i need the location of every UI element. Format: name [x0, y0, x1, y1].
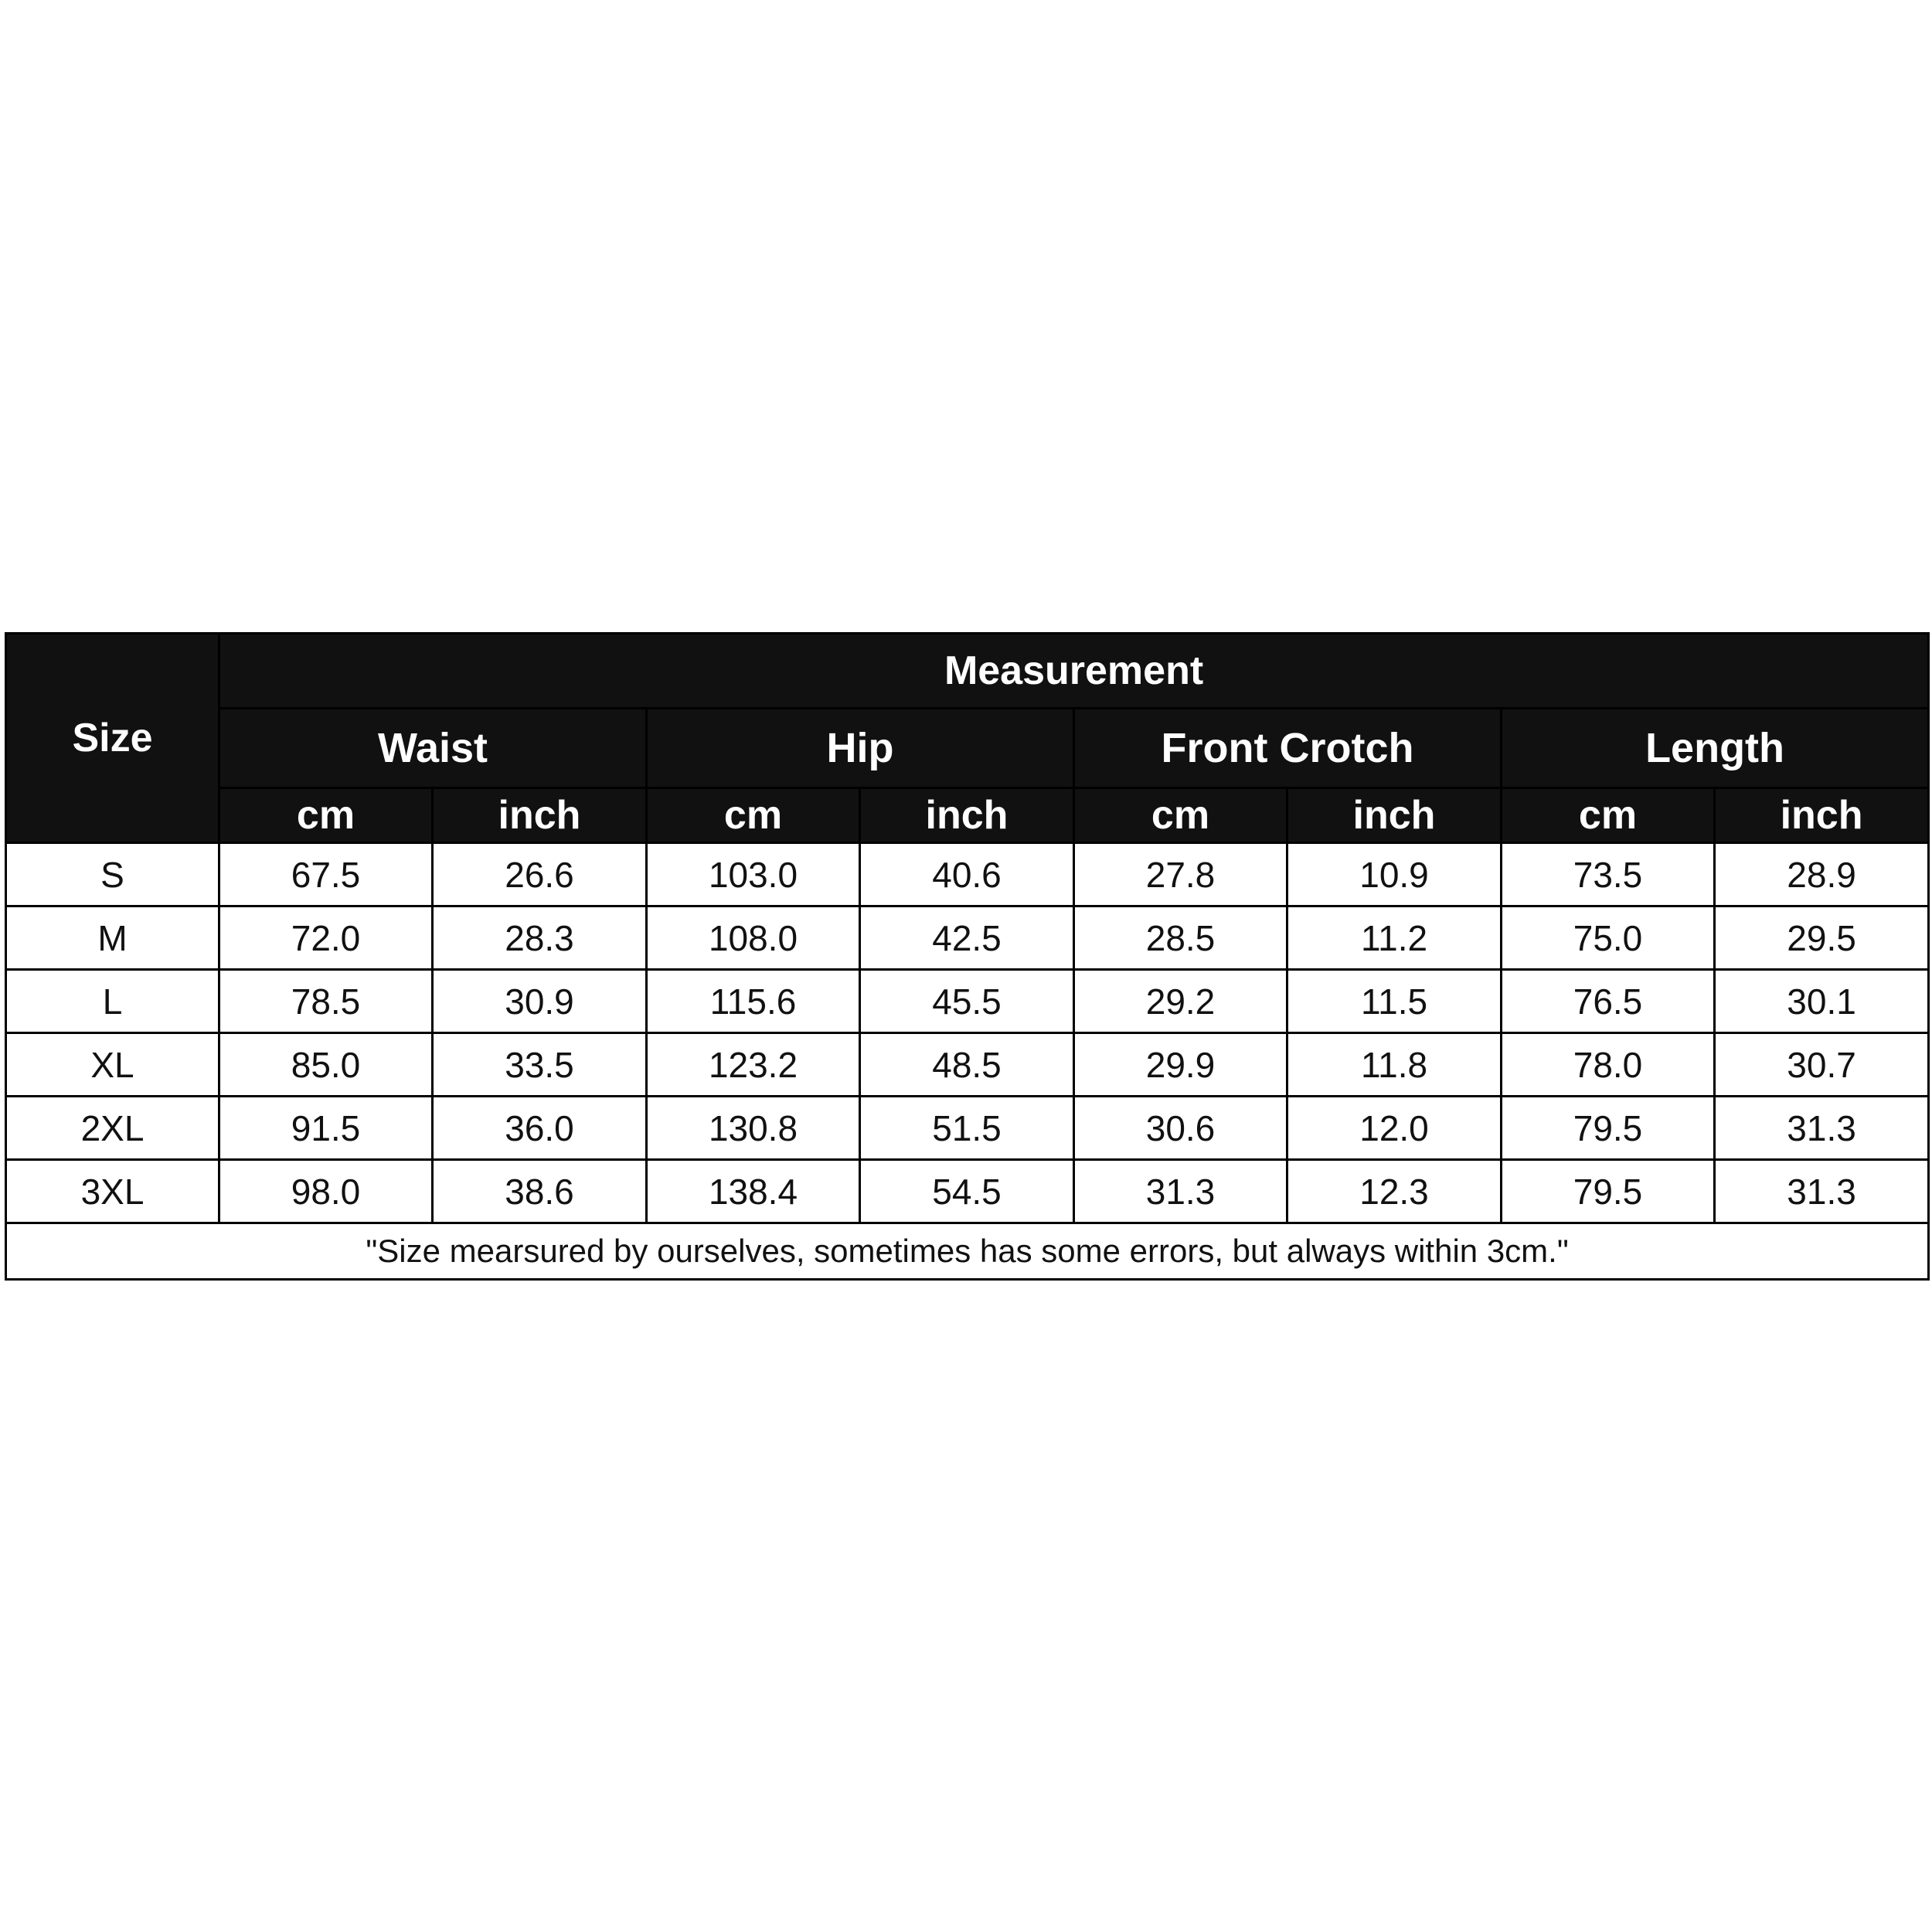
value-cell: 123.2	[647, 1033, 860, 1097]
value-cell: 42.5	[860, 906, 1074, 970]
value-cell: 30.1	[1715, 970, 1929, 1033]
size-cell: L	[6, 970, 219, 1033]
group-header-front-crotch: Front Crotch	[1074, 709, 1502, 788]
size-chart-table	[5, 632, 1930, 1281]
unit-header: inch	[860, 788, 1074, 843]
size-cell: M	[6, 906, 219, 970]
table-row	[6, 970, 1929, 1033]
value-cell: 98.0	[219, 1160, 433, 1223]
group-header-waist: Waist	[219, 709, 647, 788]
unit-header: inch	[433, 788, 647, 843]
size-cell: S	[6, 843, 219, 906]
value-cell: 27.8	[1074, 843, 1287, 906]
value-cell: 11.8	[1287, 1033, 1502, 1097]
size-cell: 2XL	[6, 1097, 219, 1160]
size-cell: 3XL	[6, 1160, 219, 1223]
value-cell: 11.2	[1287, 906, 1502, 970]
unit-header: cm	[647, 788, 860, 843]
table-row	[6, 843, 1929, 906]
group-header-hip: Hip	[647, 709, 1074, 788]
table-row	[6, 1097, 1929, 1160]
value-cell: 45.5	[860, 970, 1074, 1033]
value-cell: 12.0	[1287, 1097, 1502, 1160]
table-row	[6, 906, 1929, 970]
value-cell: 26.6	[433, 843, 647, 906]
value-cell: 138.4	[647, 1160, 860, 1223]
value-cell: 48.5	[860, 1033, 1074, 1097]
value-cell: 12.3	[1287, 1160, 1502, 1223]
value-cell: 31.3	[1715, 1160, 1929, 1223]
value-cell: 85.0	[219, 1033, 433, 1097]
value-cell: 30.9	[433, 970, 647, 1033]
value-cell: 33.5	[433, 1033, 647, 1097]
value-cell: 31.3	[1074, 1160, 1287, 1223]
header-row-units	[6, 788, 1929, 843]
header-row-title	[6, 634, 1929, 709]
value-cell: 29.9	[1074, 1033, 1287, 1097]
value-cell: 76.5	[1502, 970, 1715, 1033]
value-cell: 79.5	[1502, 1160, 1715, 1223]
note-row	[6, 1223, 1929, 1280]
value-cell: 54.5	[860, 1160, 1074, 1223]
value-cell: 72.0	[219, 906, 433, 970]
value-cell: 38.6	[433, 1160, 647, 1223]
value-cell: 29.2	[1074, 970, 1287, 1033]
value-cell: 91.5	[219, 1097, 433, 1160]
value-cell: 78.0	[1502, 1033, 1715, 1097]
size-cell: XL	[6, 1033, 219, 1097]
value-cell: 103.0	[647, 843, 860, 906]
value-cell: 108.0	[647, 906, 860, 970]
value-cell: 28.9	[1715, 843, 1929, 906]
value-cell: 36.0	[433, 1097, 647, 1160]
measurement-title: Measurement	[219, 634, 1929, 709]
value-cell: 11.5	[1287, 970, 1502, 1033]
value-cell: 78.5	[219, 970, 433, 1033]
value-cell: 30.7	[1715, 1033, 1929, 1097]
measurement-note: "Size mearsured by ourselves, sometimes has some errors, but always within 3cm."	[6, 1223, 1929, 1280]
value-cell: 75.0	[1502, 906, 1715, 970]
value-cell: 10.9	[1287, 843, 1502, 906]
value-cell: 51.5	[860, 1097, 1074, 1160]
value-cell: 29.5	[1715, 906, 1929, 970]
value-cell: 115.6	[647, 970, 860, 1033]
value-cell: 30.6	[1074, 1097, 1287, 1160]
value-cell: 67.5	[219, 843, 433, 906]
table-row	[6, 1160, 1929, 1223]
unit-header: cm	[219, 788, 433, 843]
value-cell: 28.3	[433, 906, 647, 970]
unit-header: cm	[1074, 788, 1287, 843]
size-column-header: Size	[6, 634, 219, 843]
value-cell: 28.5	[1074, 906, 1287, 970]
group-header-length: Length	[1502, 709, 1929, 788]
value-cell: 73.5	[1502, 843, 1715, 906]
value-cell: 130.8	[647, 1097, 860, 1160]
table-row	[6, 1033, 1929, 1097]
value-cell: 79.5	[1502, 1097, 1715, 1160]
unit-header: inch	[1715, 788, 1929, 843]
unit-header: cm	[1502, 788, 1715, 843]
header-row-groups	[6, 709, 1929, 788]
value-cell: 31.3	[1715, 1097, 1929, 1160]
value-cell: 40.6	[860, 843, 1074, 906]
unit-header: inch	[1287, 788, 1502, 843]
